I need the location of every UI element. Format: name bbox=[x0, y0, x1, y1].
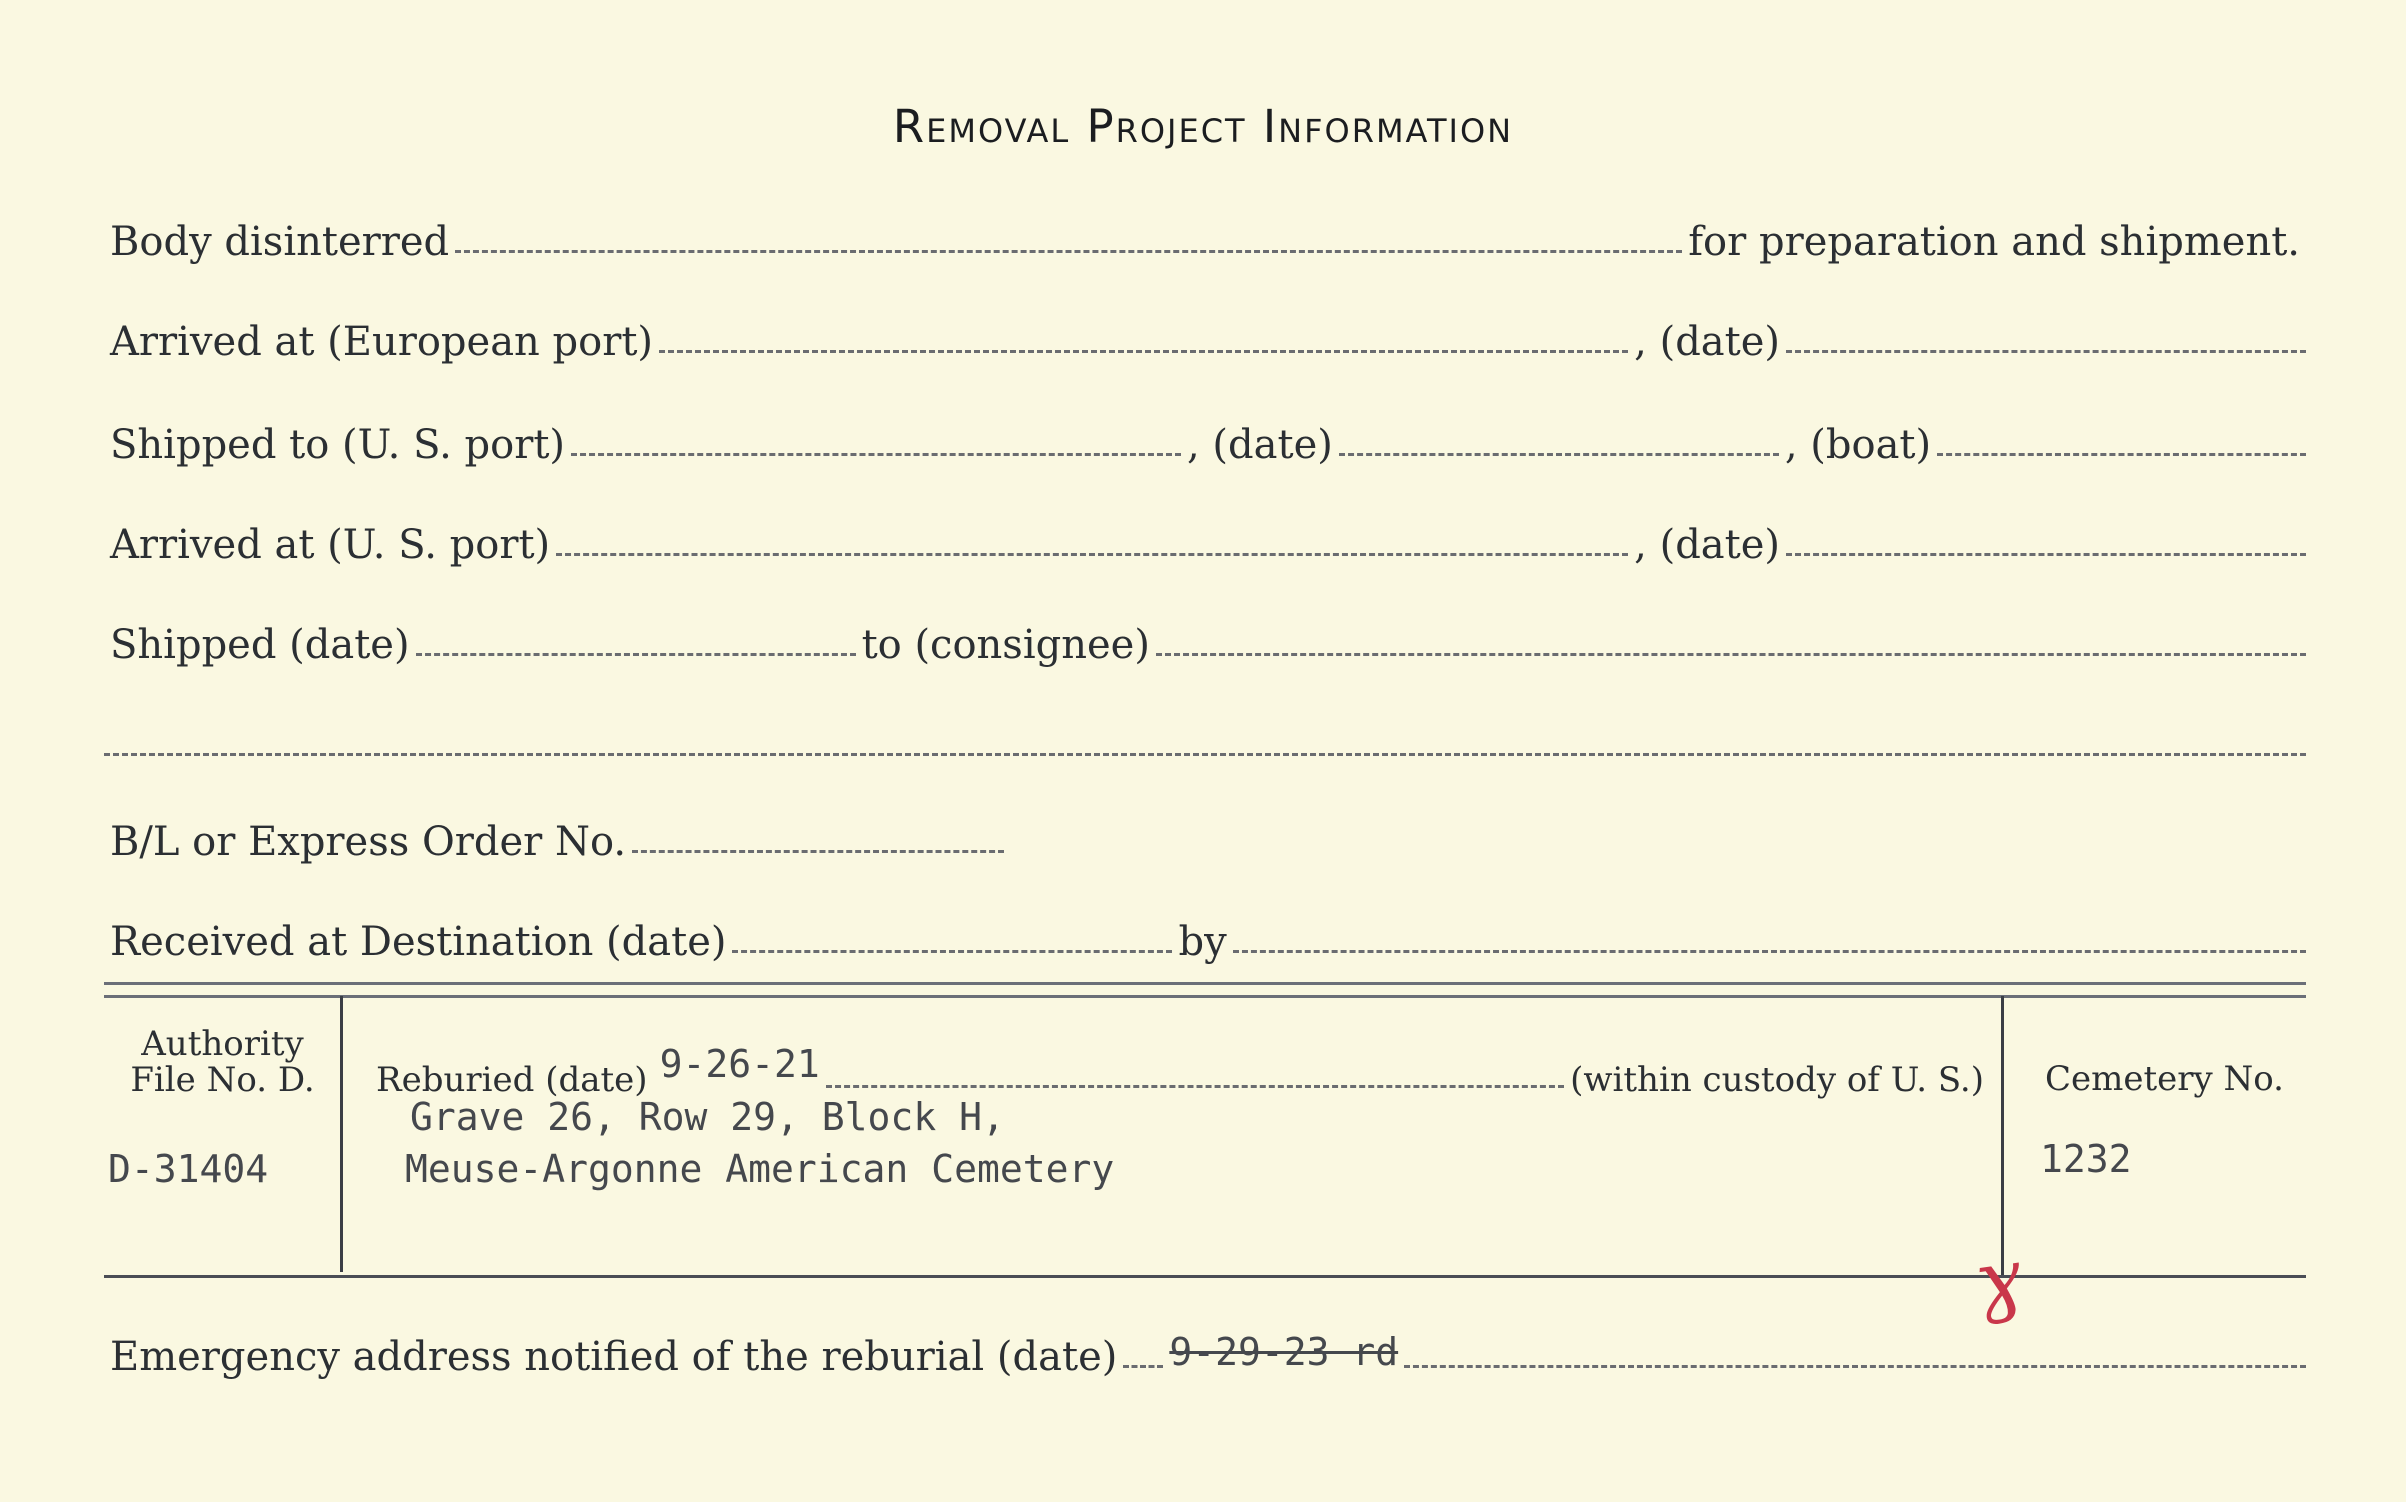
card-title: Removal Project Information bbox=[892, 100, 1514, 153]
field-us-port bbox=[571, 453, 1181, 456]
field-arrival-date bbox=[1786, 553, 2306, 556]
label-received-destination: Received at Destination (date) bbox=[110, 919, 727, 965]
label-boat: , (boat) bbox=[1784, 422, 1932, 468]
field-consignee bbox=[1156, 653, 2306, 656]
field-consignee-continued bbox=[104, 753, 2306, 756]
label-emergency: Emergency address notified of the reburial (date) bbox=[110, 1334, 1118, 1380]
cemetery-no-label: Cemetery No. bbox=[2045, 1059, 2284, 1099]
field-boat bbox=[1937, 453, 2306, 456]
label-date-3: , (date) bbox=[1634, 522, 1780, 568]
authority-file-number: D-31404 bbox=[108, 1147, 269, 1191]
reburied-date-value: 9-26-21 bbox=[659, 1042, 820, 1086]
field-received-date bbox=[732, 950, 1172, 953]
label-reburied-date: Reburied (date) bbox=[376, 1060, 648, 1100]
field-ship-date bbox=[1339, 453, 1779, 456]
box-divider-left bbox=[340, 996, 343, 1272]
red-check-mark-icon: ɣ bbox=[1968, 1232, 2028, 1328]
field-disinterred-place bbox=[455, 250, 1682, 253]
grave-location: Grave 26, Row 29, Block H, bbox=[410, 1095, 1005, 1139]
row-shipped-us-port bbox=[104, 408, 2306, 468]
label-for-preparation: for preparation and shipment. bbox=[1688, 219, 2300, 265]
cemetery-name: Meuse-Argonne American Cemetery bbox=[405, 1147, 1115, 1191]
field-shipped-date bbox=[416, 653, 856, 656]
row-received-destination bbox=[104, 905, 2306, 965]
field-reburied-date bbox=[826, 1085, 1564, 1088]
field-received-by bbox=[1233, 950, 2306, 953]
emergency-date-value: 9-29-23 rd bbox=[1169, 1330, 1399, 1374]
box-top-rule bbox=[104, 982, 2306, 998]
row-arrived-us-port bbox=[104, 508, 2306, 568]
label-shipped-us-port: Shipped to (U. S. port) bbox=[110, 422, 565, 468]
label-by: by bbox=[1178, 919, 1227, 965]
row-reburied bbox=[370, 1040, 1990, 1100]
label-arrived-european: Arrived at (European port) bbox=[110, 319, 654, 365]
field-european-date bbox=[1786, 350, 2306, 353]
field-emergency-lead bbox=[1123, 1365, 1163, 1368]
row-blank-line bbox=[104, 708, 2306, 768]
label-shipped-date: Shipped (date) bbox=[110, 622, 410, 668]
row-emergency bbox=[104, 1320, 2306, 1380]
cemetery-no-value: 1232 bbox=[2040, 1137, 2132, 1181]
label-date-2: , (date) bbox=[1187, 422, 1333, 468]
row-shipped-consignee bbox=[104, 608, 2306, 668]
label-to-consignee: to (consignee) bbox=[861, 622, 1150, 668]
label-body-disinterred: Body disinterred bbox=[110, 219, 450, 265]
label-bl-order: B/L or Express Order No. bbox=[110, 819, 627, 865]
authority-label: Authority File No. D. bbox=[130, 1024, 315, 1100]
label-date-1: , (date) bbox=[1634, 319, 1780, 365]
field-bl-order bbox=[632, 850, 1004, 853]
row-bl-order bbox=[104, 805, 1004, 865]
field-emergency-date bbox=[1404, 1365, 2306, 1368]
row-body-disinterred bbox=[104, 205, 2306, 265]
row-arrived-european bbox=[104, 305, 2306, 365]
label-arrived-us-port: Arrived at (U. S. port) bbox=[110, 522, 551, 568]
field-arrival-us-port bbox=[556, 553, 1628, 556]
label-within-custody: (within custody of U. S.) bbox=[1570, 1060, 1984, 1100]
field-european-port bbox=[659, 350, 1628, 353]
